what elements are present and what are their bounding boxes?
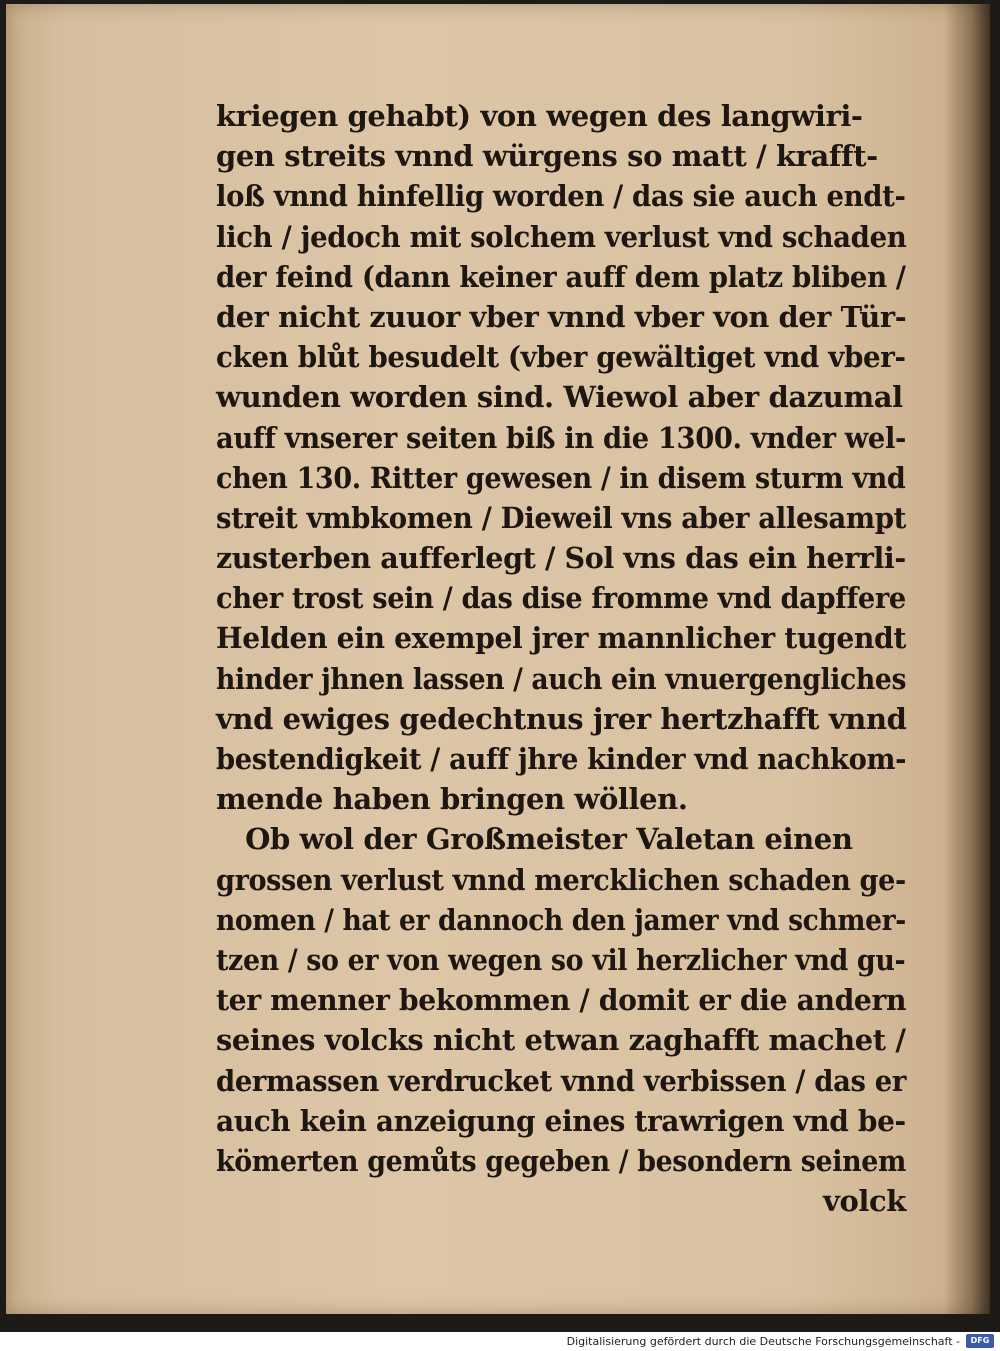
text-line: der nicht zuuor vber vnnd vber von der Tür- — [216, 299, 907, 334]
text-line: Helden ein exempel jrer mannlicher tugendt — [216, 621, 907, 656]
page-gutter-shadow — [944, 4, 990, 1314]
text-line: ter menner bekommen / domit er die andern — [216, 983, 907, 1018]
text-line: auff vnserer seiten biß in die 1300. vnder wel- — [216, 420, 906, 455]
text-line: Ob wol der Großmeister Valetan einen — [216, 822, 853, 857]
text-line: mende haben bringen wöllen. — [216, 782, 688, 817]
footer-credit: Digitalisierung gefördert durch die Deutsche Forschungsgemeinschaft - — [566, 1335, 960, 1348]
text-line: zusterben aufferlegt / Sol vns das ein herrli- — [216, 541, 906, 576]
text-line: cher trost sein / das dise fromme vnd dapffere — [216, 581, 906, 616]
text-line: kömerten gemůts gegeben / besondern seinem — [216, 1143, 907, 1178]
text-line: kriegen gehabt) von wegen des langwiri- — [216, 99, 863, 133]
text-line: wunden worden sind. Wiewol aber dazumal — [216, 380, 903, 415]
text-line: gen streits vnnd würgens so matt / krafft- — [216, 139, 878, 174]
text-line: der feind (dann keiner auff dem platz bliben / — [216, 259, 906, 294]
text-line: hinder jhnen lassen / auch ein vnuergengliches — [216, 661, 907, 696]
footer-bar — [0, 1332, 1000, 1351]
text-line: chen 130. Ritter gewesen / in disem sturm vnd — [216, 460, 906, 495]
text-line: tzen / so er von wegen so vil herzlicher vnd gu- — [216, 942, 906, 977]
text-line: cken blůt besudelt (vber gewältiget vnd vber- — [216, 340, 906, 375]
text-line: vnd ewiges gedechtnus jrer hertzhafft vnnd — [216, 701, 907, 736]
text-line: grossen verlust vnnd mercklichen schaden ge- — [216, 862, 906, 897]
text-line: bestendigkeit / auff jhre kinder vnd nachkom- — [216, 742, 907, 776]
catchword: volck — [823, 1184, 906, 1219]
page-text-block — [216, 96, 906, 1221]
text-line: streit vmbkomen / Dieweil vns aber allesampt — [216, 500, 906, 535]
text-line: loß vnnd hinfellig worden / das sie auch endt- — [216, 179, 906, 214]
text-line: lich / jedoch mit solchem verlust vnd schaden — [216, 219, 907, 254]
text-line: seines volcks nicht etwan zaghafft machet / — [216, 1023, 906, 1058]
text-line: dermassen verdrucket vnnd verbissen / das er — [216, 1063, 906, 1098]
text-line: auch kein anzeigung eines trawrigen vnd be- — [216, 1103, 906, 1138]
text-line: nomen / hat er dannoch den jamer vnd schmer- — [216, 902, 906, 937]
dfg-logo: DFG — [966, 1334, 994, 1348]
